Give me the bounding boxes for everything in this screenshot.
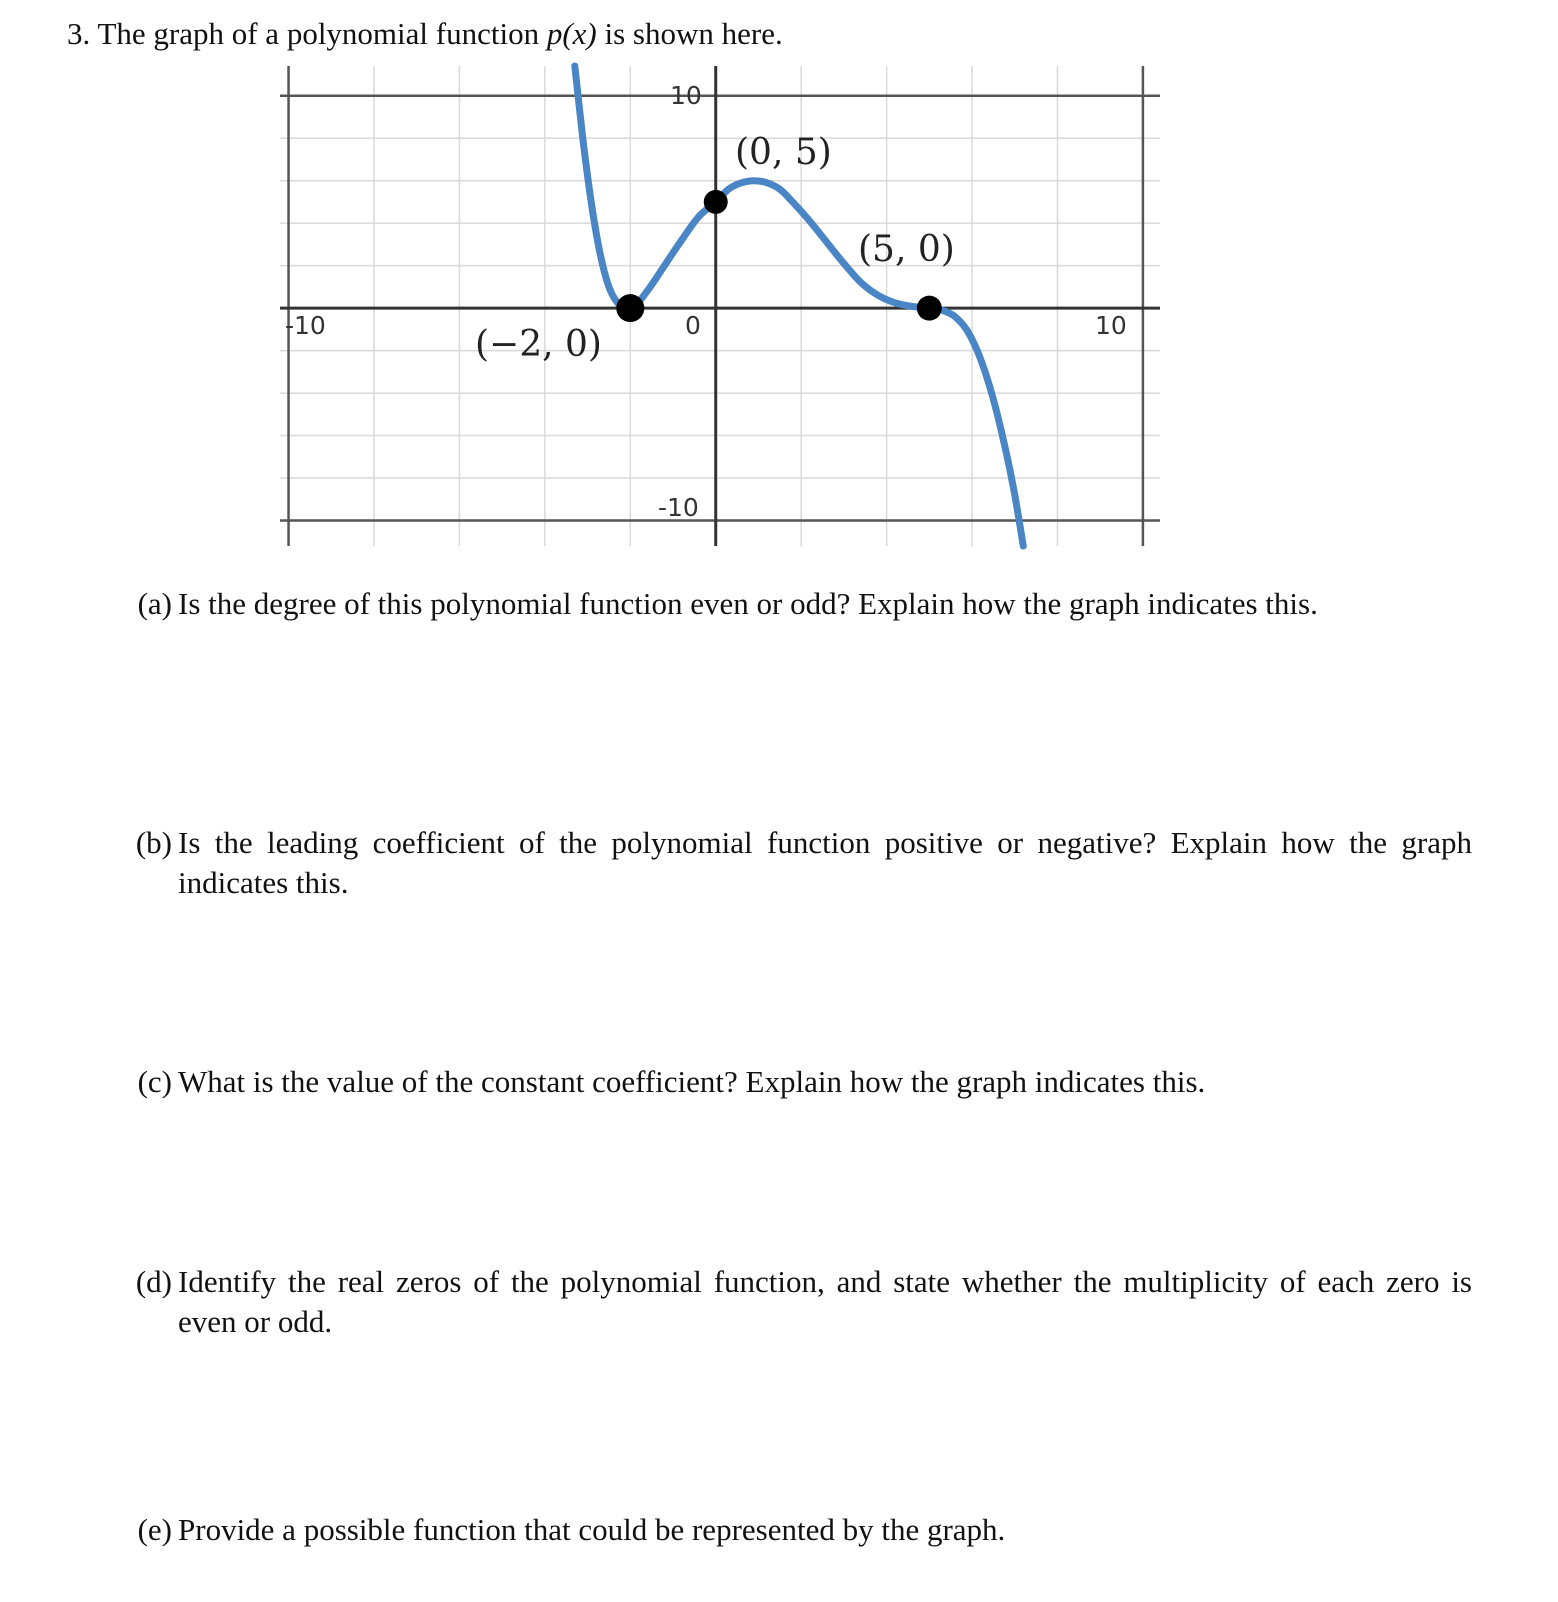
- tick-labels: [285, 81, 1127, 522]
- part-d-text: Identify the real zeros of the polynomial function, and state whether the multiplicity of each zero is even or odd.: [178, 1264, 1472, 1339]
- problem-number: 3.: [67, 16, 91, 51]
- point-neg2-0: [616, 294, 644, 322]
- x-tick-label-neg10: -10: [285, 311, 326, 340]
- function-name: p(x): [546, 16, 597, 51]
- problem-statement: [67, 16, 783, 52]
- point-5-0: [917, 296, 942, 321]
- problem-text-after: is shown here.: [604, 16, 783, 51]
- point-label-0-5: (0, 5): [735, 132, 832, 173]
- problem-text-before: The graph of a polynomial function: [97, 16, 540, 51]
- part-a-text: Is the degree of this polynomial function even or odd? Explain how the graph indicates this.: [178, 586, 1318, 621]
- point-label-5-0: (5, 0): [858, 229, 955, 270]
- y-tick-label-10: 10: [670, 81, 702, 110]
- x-tick-label-10: 10: [1095, 311, 1127, 340]
- part-e-text: Provide a possible function that could be represented by the graph.: [178, 1512, 1006, 1547]
- part-b-label: (b): [135, 825, 172, 860]
- part-b-text: Is the leading coefficient of the polynomial function positive or negative? Explain how the graph indicates this.: [178, 825, 1472, 900]
- x-tick-label-0: 0: [685, 311, 701, 340]
- y-tick-label-neg10: -10: [658, 493, 699, 522]
- part-c-text: What is the value of the constant coefficient? Explain how the graph indicates this.: [178, 1064, 1206, 1099]
- point-0-5: [704, 190, 728, 214]
- polynomial-graph: [280, 66, 1160, 546]
- part-e-label: (e): [137, 1512, 172, 1547]
- grid: [280, 66, 1160, 546]
- part-d-label: (d): [135, 1264, 172, 1299]
- point-label-neg2-0: (−2, 0): [475, 324, 602, 365]
- part-a-label: (a): [137, 586, 172, 621]
- part-c-label: (c): [137, 1064, 172, 1099]
